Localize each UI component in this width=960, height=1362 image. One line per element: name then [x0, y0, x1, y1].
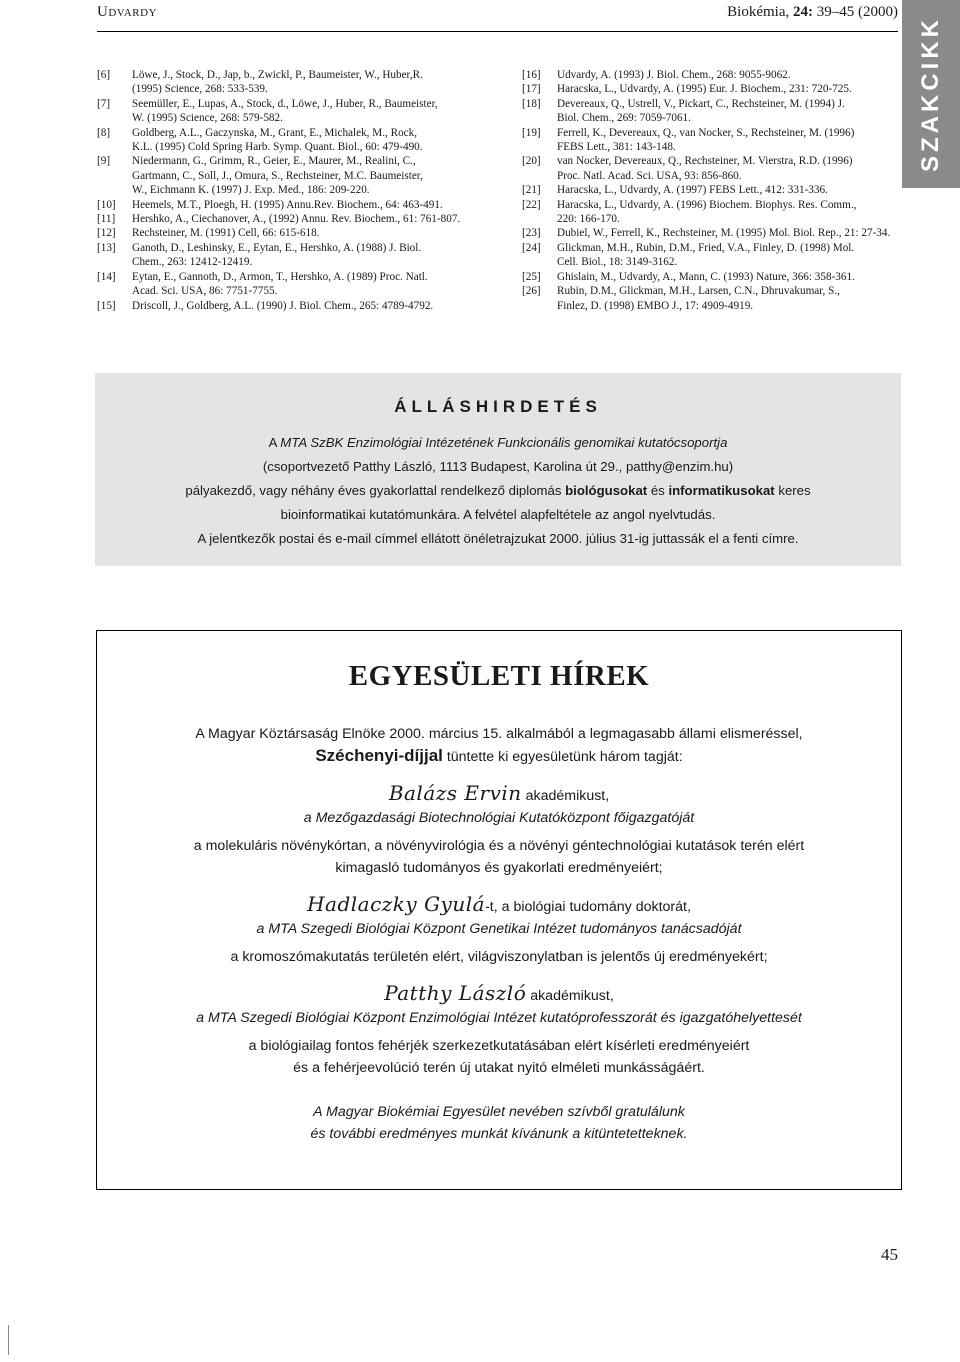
reference-number: [13]	[97, 241, 116, 254]
job-institute: MTA SzBK Enzimológiai Intézetének Funkcionális genomikai kutatócsoportja	[280, 435, 728, 450]
news-body	[97, 723, 901, 1145]
reference-item	[522, 198, 902, 227]
reference-line: Glickman, M.H., Rubin, D.M., Fried, V.A., Finley, D. (1998) Mol.	[557, 241, 855, 254]
reference-item	[522, 126, 902, 155]
reference-number: [14]	[97, 270, 116, 283]
reference-text	[557, 97, 902, 126]
reference-item	[522, 97, 902, 126]
job-line-1-text: A	[268, 435, 281, 450]
reference-number: [9]	[97, 155, 111, 168]
section-tab	[902, 0, 960, 188]
reference-text	[557, 183, 902, 197]
reference-text	[132, 270, 482, 299]
reference-item	[97, 212, 482, 226]
reference-line: Haracska, L., Udvardy, A. (1997) FEBS Lett., 412: 331-336.	[557, 184, 828, 197]
reference-line: Driscoll, J., Goldberg, A.L. (1990) J. Biol. Chem., 265: 4789-4792.	[132, 299, 434, 312]
reference-number: [26]	[522, 285, 541, 298]
reference-number: [20]	[522, 155, 541, 168]
awardee-3-title: akadémikust,	[526, 988, 614, 1004]
references-column-1	[97, 68, 482, 313]
reference-text	[132, 241, 482, 270]
reference-line: Eytan, E., Gannoth, D., Armon, T., Hershko, A. (1989) Proc. Natl.	[132, 270, 428, 283]
awardee-2-name: Hadlaczky Gyulá	[307, 892, 486, 916]
reference-text	[132, 198, 482, 212]
reference-line: Ghislain, M., Udvardy, A., Mann, C. (1993) Nature, 366: 358-361.	[557, 270, 855, 283]
society-news-box	[96, 630, 902, 1190]
reference-line: Acad. Sci. USA, 86: 7751-7755.	[132, 285, 278, 298]
reference-number: [22]	[522, 198, 541, 211]
reference-item	[522, 284, 902, 313]
reference-line: Hershko, A., Ciechanover, A., (1992) Annu. Rev. Biochem., 61: 761-807.	[132, 213, 461, 226]
reference-line: 220: 166-170.	[557, 213, 620, 226]
journal-volume: 24:	[793, 4, 813, 20]
reference-text	[557, 82, 902, 96]
reference-number: [10]	[97, 198, 116, 211]
reference-line: Gartmann, C., Soll, J., Omura, S., Rechsteiner, M.C. Baumeister,	[132, 169, 423, 182]
reference-item	[522, 241, 902, 270]
reference-line: Chem., 263: 12412-12419.	[132, 256, 253, 269]
reference-text	[557, 126, 902, 155]
reference-number: [21]	[522, 184, 541, 197]
job-line-4: bioinformatikai kutatómunkára. A felvétel alapfeltétele az angol nyelvtudás.	[280, 507, 716, 522]
reference-text	[132, 154, 482, 197]
reference-number: [11]	[97, 213, 116, 226]
awardee-3-name: Patthy László	[384, 981, 527, 1005]
reference-line: (1995) Science, 268: 533-539.	[132, 83, 268, 96]
job-line-3-text: pályakezdő, vagy néhány éves gyakorlattal rendelkező diplomás	[185, 483, 566, 498]
reference-line: Dubiel, W., Ferrell, K., Rechsteiner, M. (1995) Mol. Biol. Rep., 21: 27-34.	[557, 227, 891, 240]
job-text	[95, 431, 901, 551]
reference-number: [17]	[522, 83, 541, 96]
reference-line: Haracska, L., Udvardy, A. (1995) Eur. J. Biochem., 231: 720-725.	[557, 83, 852, 96]
reference-item	[97, 241, 482, 270]
job-informaticians: informatikusokat	[668, 483, 775, 498]
awardee-1-desc-2: kimagasló tudományos és gyakorlati eredményeiért;	[335, 860, 663, 876]
journal-name: Biokémia,	[727, 4, 790, 20]
section-tab-label: SZAKCIKK	[917, 16, 944, 172]
reference-text	[557, 198, 902, 227]
reference-text	[557, 284, 902, 313]
reference-text	[557, 154, 902, 183]
reference-item	[522, 68, 902, 82]
header-journal	[727, 4, 898, 21]
reference-text	[132, 226, 482, 240]
job-line-3-end: keres	[774, 483, 811, 498]
awardee-2-desc-1: a kromoszómakutatás területén elért, világviszonylatban is jelentős új eredményekért;	[230, 949, 768, 965]
job-biologists: biológusokat	[565, 483, 648, 498]
awardee-2-role: a MTA Szegedi Biológiai Központ Genetikai Intézet tudományos tanácsadóját	[256, 921, 742, 937]
page-number: 45	[881, 1245, 898, 1264]
reference-item	[97, 299, 482, 313]
reference-number: [24]	[522, 241, 541, 254]
reference-line: Niedermann, G., Grimm, R., Geier, E., Maurer, M., Realini, C.,	[132, 155, 416, 168]
reference-line: Finlez, D. (1998) EMBO J., 17: 4909-4919.	[557, 299, 754, 312]
reference-line: K.L. (1995) Cold Spring Harb. Symp. Quant. Biol., 60: 479-490.	[132, 141, 423, 154]
reference-line: FEBS Lett., 381: 143-148.	[557, 141, 676, 154]
reference-item	[522, 270, 902, 284]
award-name: Széchenyi-díjjal	[315, 746, 443, 765]
reference-line: Rechsteiner, M. (1991) Cell, 66: 615-618.	[132, 227, 320, 240]
reference-item	[522, 183, 902, 197]
reference-text	[132, 212, 482, 226]
reference-item	[97, 68, 482, 97]
news-intro-1: A Magyar Köztársaság Elnöke 2000. március 15. alkalmából a legmagasabb állami elismeréssel,	[195, 726, 803, 742]
reference-line: Cell. Biol., 18: 3149-3162.	[557, 256, 678, 269]
crop-mark	[8, 1325, 9, 1355]
job-line-1	[95, 431, 901, 455]
news-intro-2-text: tüntette ki egyesületünk három tagját:	[442, 749, 683, 765]
reference-number: [8]	[97, 126, 111, 139]
news-title: EGYESÜLETI HÍREK	[348, 660, 650, 692]
reference-item	[522, 154, 902, 183]
awardee-3	[97, 982, 901, 1007]
awardee-1-role: a Mezőgazdasági Biotechnológiai Kutatóközpont főigazgatóját	[303, 810, 695, 826]
reference-number: [7]	[97, 97, 111, 110]
reference-text	[132, 97, 482, 126]
running-header	[97, 0, 898, 32]
job-advertisement	[95, 373, 901, 566]
reference-text	[132, 299, 482, 313]
closing-2: és további eredményes munkát kívánunk a kitüntetetteknek.	[310, 1126, 688, 1142]
reference-line: Proc. Natl. Acad. Sci. USA, 93: 856-860.	[557, 169, 742, 182]
news-intro-2	[97, 745, 901, 768]
awardee-1-name: Balázs Ervin	[388, 781, 522, 805]
reference-number: [18]	[522, 97, 541, 110]
reference-text	[557, 226, 902, 240]
reference-line: Udvardy, A. (1993) J. Biol. Chem., 268: 9055-9062.	[557, 69, 791, 81]
reference-text	[557, 68, 902, 82]
reference-line: W., Eichmann K. (1997) J. Exp. Med., 186: 209-220.	[132, 184, 370, 197]
awardee-3-desc-2: és a fehérjeevolúció terén új utakat nyitó elméleti munkásságáért.	[293, 1060, 705, 1076]
awardee-3-desc-1: a biológiailag fontos fehérjék szerkezetkutatásában elért kísérleti eredményeiért	[248, 1038, 750, 1054]
reference-item	[97, 97, 482, 126]
reference-item	[97, 198, 482, 212]
reference-item	[97, 270, 482, 299]
reference-line: Biol. Chem., 269: 7059-7061.	[557, 112, 691, 125]
reference-line: Seemüller, E., Lupas, A., Stock, d., Löwe, J., Huber, R., Baumeister,	[132, 97, 438, 110]
closing-1: A Magyar Biokémiai Egyesület nevében szívből gratulálunk	[313, 1104, 685, 1120]
reference-line: W. (1995) Science, 268: 579-582.	[132, 112, 283, 125]
job-line-3	[95, 479, 901, 503]
awardee-2-title: -t, a biológiai tudomány doktorát,	[485, 899, 691, 915]
job-title: ÁLLÁSHIRDETÉS	[394, 397, 602, 416]
reference-item	[522, 82, 902, 96]
header-author: Udvardy	[97, 4, 157, 20]
reference-text	[132, 68, 482, 97]
reference-text	[132, 126, 482, 155]
reference-text	[557, 241, 902, 270]
reference-number: [25]	[522, 270, 541, 283]
job-line-3-and: és	[647, 483, 669, 498]
reference-item	[97, 126, 482, 155]
reference-number: [6]	[97, 69, 111, 81]
job-line-5: A jelentkezők postai és e-mail címmel ellátott önéletrajzukat 2000. július 31-ig juttassák el a fenti címre.	[197, 531, 799, 546]
job-line-2: (csoportvezető Patthy László, 1113 Budapest, Karolina út 29., patthy@enzim.hu)	[262, 459, 734, 474]
reference-number: [23]	[522, 227, 541, 240]
reference-number: [15]	[97, 299, 116, 312]
reference-line: Rubin, D.M., Glickman, M.H., Larsen, C.N., Dhruvakumar, S.,	[557, 285, 840, 298]
reference-line: Devereaux, Q., Ustrell, V., Pickart, C., Rechsteiner, M. (1994) J.	[557, 97, 845, 110]
journal-pages: 39–45 (2000)	[816, 4, 898, 20]
reference-line: Haracska, L., Udvardy, A. (1996) Biochem. Biophys. Res. Comm.,	[557, 198, 857, 211]
awardee-1-title: akadémikust,	[521, 788, 610, 804]
reference-number: [19]	[522, 126, 541, 139]
awardee-1-desc-1: a molekuláris növénykórtan, a növényvirológia és a növényi géntechnológiai kutatások terén elért	[193, 838, 805, 854]
reference-item	[97, 154, 482, 197]
reference-number: [16]	[522, 69, 541, 81]
reference-line: Goldberg, A.L., Gaczynska, M., Grant, E., Michalek, M., Rock,	[132, 126, 418, 139]
reference-line: Löwe, J., Stock, D., Jap, b., Zwickl, P., Baumeister, W., Huber,R.	[132, 69, 423, 81]
reference-number: [12]	[97, 227, 116, 240]
references-column-2	[522, 68, 902, 313]
reference-item	[522, 226, 902, 240]
reference-line: Ganoth, D., Leshinsky, E., Eytan, E., Hershko, A. (1988) J. Biol.	[132, 241, 422, 254]
reference-text	[557, 270, 902, 284]
awardee-3-role: a MTA Szegedi Biológiai Központ Enzimológiai Intézet kutatóprofesszorát és igazgatóhelyettesét	[196, 1010, 802, 1026]
reference-line: Heemels, M.T., Ploegh, H. (1995) Annu.Rev. Biochem., 64: 463-491.	[132, 198, 443, 211]
awardee-1	[97, 782, 901, 807]
reference-line: Ferrell, K., Devereaux, Q., van Nocker, S., Rechsteiner, M. (1996)	[557, 126, 855, 139]
awardee-2	[97, 893, 901, 918]
reference-line: van Nocker, Devereaux, Q., Rechsteiner, M. Vierstra, R.D. (1996)	[557, 155, 853, 168]
reference-item	[97, 226, 482, 240]
